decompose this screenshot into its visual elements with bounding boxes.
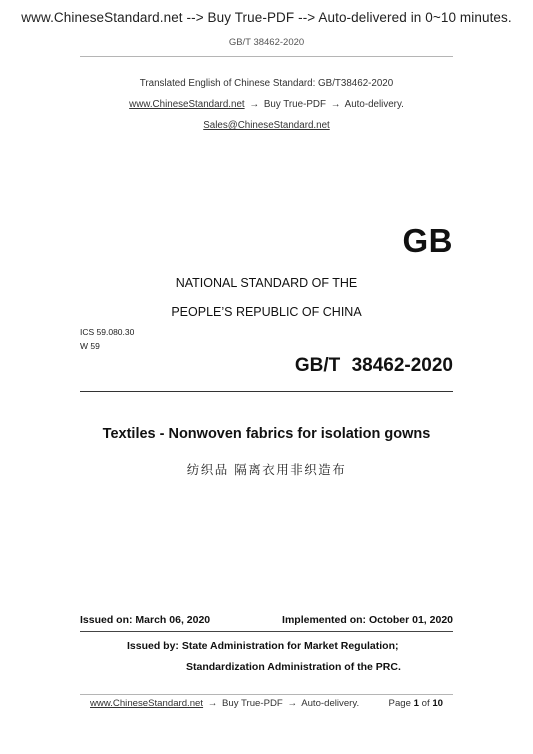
national-standard-heading-line-1: NATIONAL STANDARD OF THE bbox=[175, 276, 358, 290]
current-page-number: 1 bbox=[413, 698, 419, 709]
top-banner: www.ChineseStandard.net --> Buy True-PDF --> Auto-delivered in 0~10 minutes. bbox=[21, 10, 512, 25]
page-indicator bbox=[389, 698, 443, 709]
issued-by-line-2: Standardization Administration of the PRC. bbox=[186, 661, 401, 673]
w-code: W 59 bbox=[80, 341, 100, 351]
buy-true-pdf-text: Buy True-PDF bbox=[263, 99, 326, 110]
english-title: Textiles - Nonwoven fabrics for isolation gowns bbox=[102, 426, 431, 442]
header-divider bbox=[80, 56, 453, 57]
right-arrow-icon: → bbox=[330, 99, 341, 110]
footer-site-link[interactable]: www.ChineseStandard.net bbox=[90, 698, 204, 709]
document-code-header: GB/T 38462-2020 bbox=[228, 37, 305, 48]
ics-code: ICS 59.080.30 bbox=[80, 327, 135, 337]
auto-delivery-text: Auto-delivery. bbox=[344, 99, 404, 110]
chinese-title: 纺织品 隔离衣用非织造布 bbox=[186, 462, 347, 477]
email-line bbox=[0, 120, 533, 131]
issue-date-divider bbox=[80, 631, 453, 632]
footer-purchase-line bbox=[90, 698, 359, 709]
standard-number-divider bbox=[80, 391, 453, 392]
right-arrow-icon: → bbox=[287, 698, 298, 709]
footer-buy-true-pdf-text: Buy True-PDF bbox=[222, 698, 283, 709]
standard-number: GB/T 38462-2020 bbox=[294, 355, 453, 376]
footer-divider bbox=[80, 694, 453, 695]
sales-email-link[interactable]: Sales@ChineseStandard.net bbox=[203, 120, 330, 131]
chinese-standard-site-link[interactable]: www.ChineseStandard.net bbox=[129, 99, 245, 110]
translation-info-line: Translated English of Chinese Standard: GB/T38462-2020 bbox=[139, 78, 394, 89]
right-arrow-icon: → bbox=[249, 99, 260, 110]
total-page-count: 10 bbox=[432, 698, 443, 709]
footer-auto-delivery-text: Auto-delivery. bbox=[301, 698, 360, 709]
issued-by-line-1: Issued by: State Administration for Market Regulation; bbox=[127, 640, 399, 652]
national-standard-heading-line-2: PEOPLE’S REPUBLIC OF CHINA bbox=[171, 305, 362, 319]
issued-on-date: Issued on: March 06, 2020 bbox=[80, 614, 211, 626]
page-of-label: of bbox=[421, 698, 430, 709]
site-purchase-line bbox=[0, 99, 533, 110]
gb-logo: GB bbox=[402, 222, 453, 259]
right-arrow-icon: → bbox=[207, 698, 218, 709]
implemented-on-date: Implemented on: October 01, 2020 bbox=[282, 614, 453, 626]
page-label: Page bbox=[388, 698, 411, 709]
